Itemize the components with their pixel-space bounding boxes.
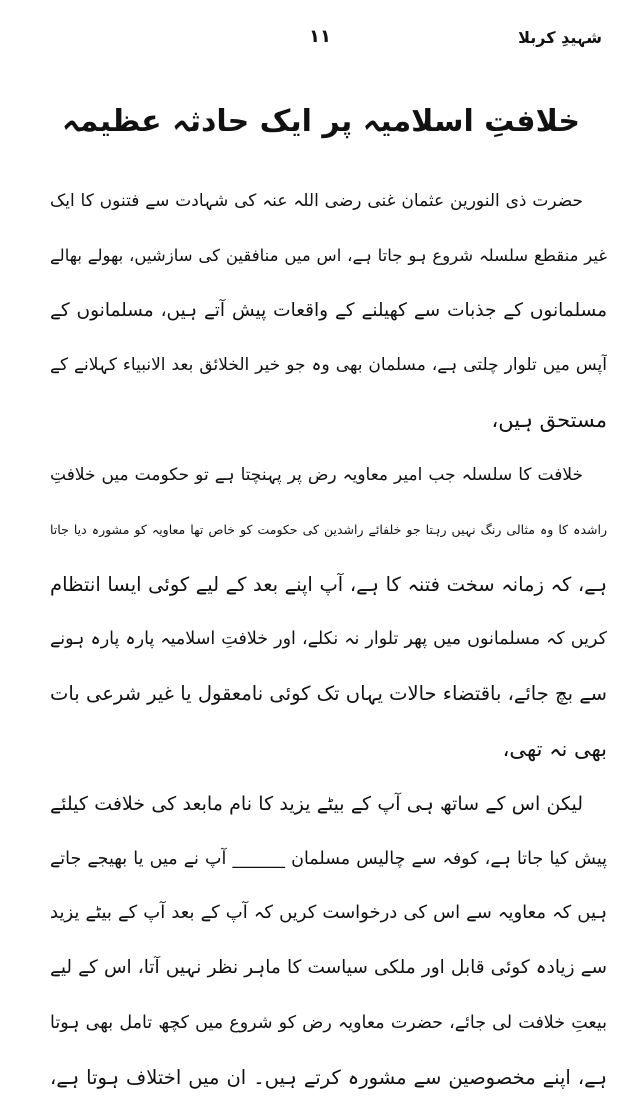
text-line: ہے، کہ زمانہ سخت فتنہ کا ہے، آپ اپنے بعد کے لیے کوئی ایسا انتظام: [50, 572, 607, 596]
text-line: بھی نہ تھی،: [502, 736, 607, 761]
text-line: لیکن اس کے ساتھ ہی آپ کے بیٹے یزید کا نام مابعد کی خلافت کیلئے: [50, 792, 583, 815]
text-line: کریں کہ مسلمانوں میں پھر تلوار نہ نکلے، اور خلافتِ اسلامیہ پارہ پارہ ہونے: [50, 629, 607, 650]
page-number: ۱۱: [309, 26, 331, 47]
text-line: سے بچ جائے، باقتضاء حالات یہاں تک کوئی نامعقول یا غیر شرعی بات: [50, 682, 607, 706]
text-line: ہیں کہ معاویہ سے اس کی درخواست کریں کہ آپ کے بعد آپ کے بیٹے یزید: [50, 902, 607, 924]
chapter-title: خلافتِ اسلامیہ پر ایک حادثہ عظیمہ: [62, 104, 580, 139]
text-line: مستحق ہیں،: [491, 408, 607, 433]
text-line: راشدہ کا وہ مثالی رنگ نہیں رہتا جو خلفائے راشدین کی حکومت کو خاص تھا معاویہ کو مشورہ دیا جاتا: [50, 521, 607, 537]
text-line: سے زیادہ کوئی قابل اور ملکی سیاست کا ماہر نظر نہیں آتا، اس کے لیے: [50, 957, 607, 979]
text-line: آپس میں تلوار چلتی ہے، مسلمان بھی وہ جو خیر الخلائق بعد الانبیاء کہلانے کے: [50, 355, 607, 376]
text-line: بیعتِ خلافت لی جائے، حضرت معاویہ رض کو شروع میں کچھ تامل بھی ہوتا: [50, 1012, 607, 1033]
text-line: غیر منقطع سلسلہ شروع ہو جاتا ہے، اس میں منافقین کی سازشیں، بھولے بھالے: [50, 245, 607, 265]
running-header: شہیدِ کربلا: [518, 28, 602, 47]
text-line: ہے، اپنے مخصوصین سے مشورہ کرتے ہیں۔ ان میں اختلاف ہوتا ہے،: [50, 1065, 607, 1089]
text-line: خلافت کا سلسلہ جب امیر معاویہ رض پر پہنچتا ہے تو حکومت میں خلافتِ: [50, 464, 583, 485]
text-line: مسلمانوں کے جذبات سے کھیلنے کے واقعات پیش آتے ہیں، مسلمانوں کے: [50, 299, 607, 321]
text-line: پیش کیا جاتا ہے، کوفہ سے چالیس مسلمان ______ آپ نے میں یا بھیجے جاتے: [50, 848, 607, 869]
body-text: [50, 174, 607, 1106]
text-line: حضرت ذی النورین عثمان غنی رضی اللہ عنہ کی شہادت سے فتنوں کا ایک: [50, 191, 583, 211]
